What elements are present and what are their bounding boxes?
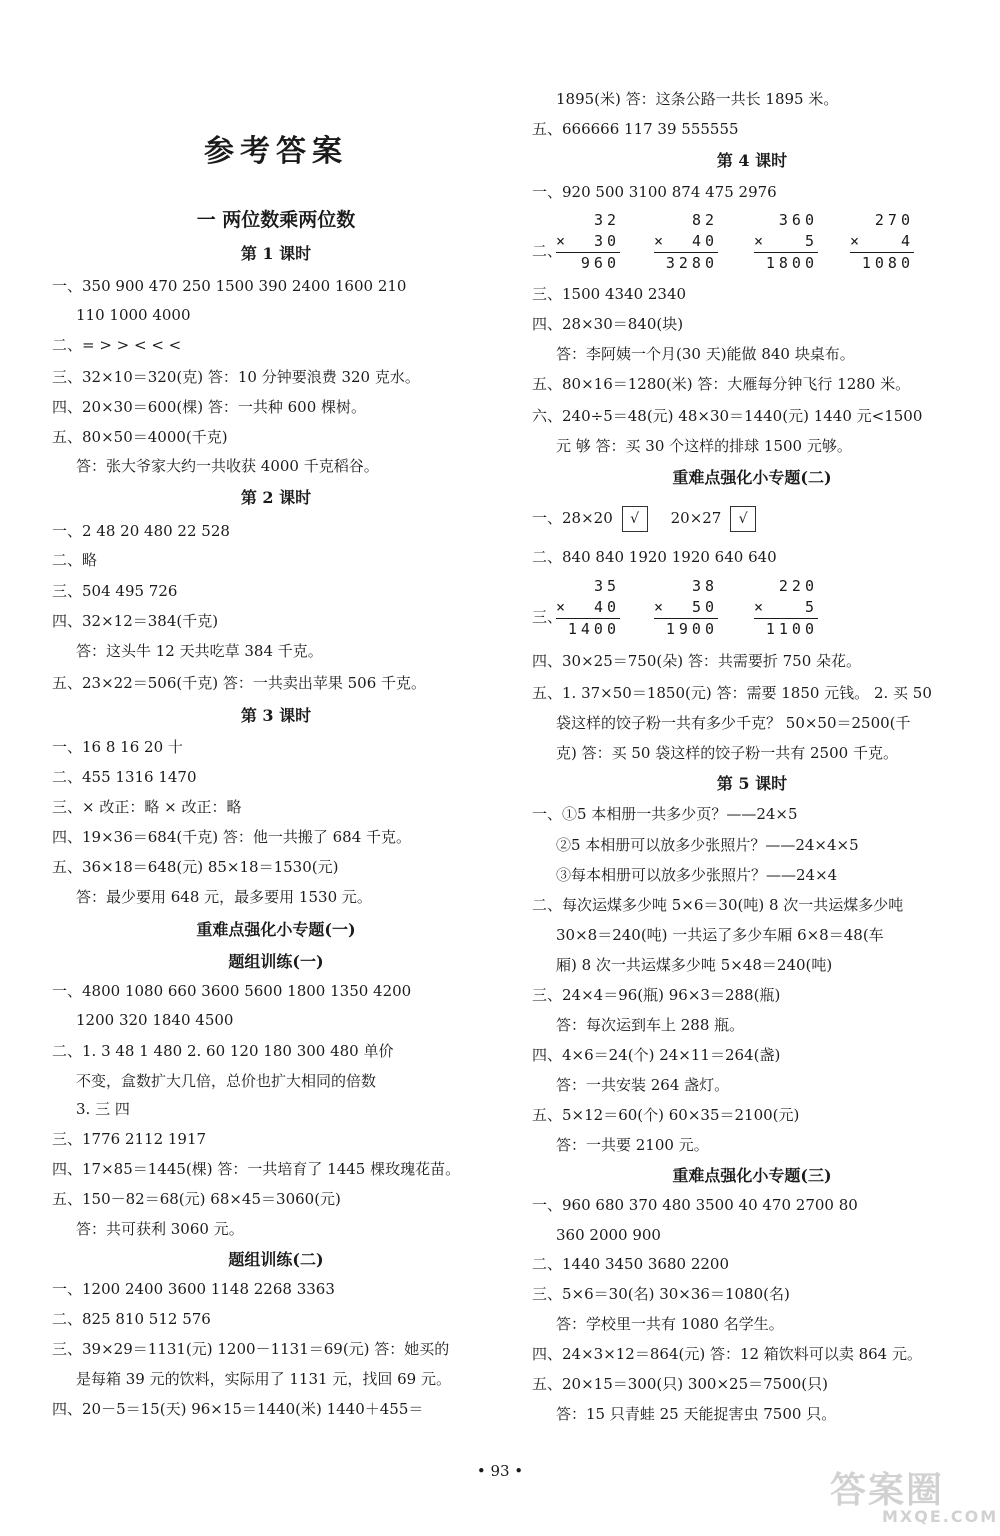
multiply-sign: × bbox=[556, 598, 566, 616]
multiplier: 4 bbox=[900, 232, 914, 250]
answer-line: 二、825 810 512 576 bbox=[52, 1310, 211, 1328]
section-heading: 第 3 课时 bbox=[240, 706, 312, 725]
answer-line: 三、504 495 726 bbox=[52, 582, 178, 600]
vertical-multiplication bbox=[556, 576, 620, 640]
page-number: • 93 • bbox=[476, 1462, 524, 1480]
answer-line: 四、30×25＝750(朵) 答：共需要折 750 朵花。 bbox=[532, 652, 862, 670]
multiplier-row bbox=[654, 231, 718, 253]
multiplier-row bbox=[556, 231, 620, 253]
answer-line: 360 2000 900 bbox=[556, 1226, 661, 1244]
answer-line: 答：15 只青蛙 25 天能捉害虫 7500 只。 bbox=[556, 1405, 837, 1423]
multiplier: 50 bbox=[691, 598, 718, 616]
multiplier: 5 bbox=[804, 598, 818, 616]
section-heading: 重难点强化小专题(二) bbox=[672, 468, 832, 487]
answer-line: 元 够 答：买 30 个这样的排球 1500 元够。 bbox=[556, 437, 852, 455]
answer-line: 四、17×85＝1445(棵) 答：一共培育了 1445 棵玫瑰花苗。 bbox=[52, 1160, 461, 1178]
answer-line: 答：这头牛 12 天共吃草 384 千克。 bbox=[76, 642, 323, 660]
answer-line: 一、4800 1080 660 3600 5600 1800 1350 4200 bbox=[52, 982, 412, 1000]
answer-line: 一、2 48 20 480 22 528 bbox=[52, 522, 230, 540]
multiply-sign: × bbox=[556, 232, 566, 250]
product: 1080 bbox=[861, 254, 914, 272]
answer-line: 答：最少要用 648 元，最多要用 1530 元。 bbox=[76, 888, 372, 906]
answer-line: 三、24×4＝96(瓶) 96×3＝288(瓶) bbox=[532, 986, 781, 1004]
answer-line: 二、略 bbox=[52, 551, 98, 569]
check-row bbox=[532, 506, 760, 532]
answer-line: 三、× 改正：略 × 改正：略 bbox=[52, 798, 242, 816]
multiplicand: 82 bbox=[691, 211, 718, 229]
section-heading: 题组训练(一) bbox=[228, 952, 324, 971]
multiply-sign: × bbox=[654, 598, 664, 616]
answer-line: 四、28×30＝840(块) bbox=[532, 315, 684, 333]
answer-line: 3. 三 四 bbox=[76, 1100, 130, 1118]
product: 1400 bbox=[567, 620, 620, 638]
answer-line: ③每本相册可以放多少张照片？——24×4 bbox=[556, 866, 838, 884]
answer-line: 1895(米) 答：这条公路一共长 1895 米。 bbox=[556, 90, 839, 108]
multiplicand: 32 bbox=[593, 211, 620, 229]
answer-line: 不变，盒数扩大几倍，总价也扩大相同的倍数 bbox=[76, 1072, 377, 1090]
multiply-sign: × bbox=[754, 598, 764, 616]
answer-line: 一、16 8 16 20 十 bbox=[52, 738, 183, 756]
answer-line: 一、1200 2400 3600 1148 2268 3363 bbox=[52, 1280, 335, 1298]
multiplier: 40 bbox=[593, 598, 620, 616]
answer-line: 是每箱 39 元的饮料，实际用了 1131 元，找回 69 元。 bbox=[76, 1370, 451, 1388]
answer-line: 答：共可获利 3060 元。 bbox=[76, 1220, 244, 1238]
answer-line: 答：每次运到车上 288 瓶。 bbox=[556, 1016, 745, 1034]
multiplier-row bbox=[850, 231, 914, 253]
vertical-multiplication bbox=[556, 210, 620, 274]
vertical-multiplication bbox=[654, 576, 718, 640]
answer-line: 30×8＝240(吨) 一共运了多少车厢 6×8＝48(车 bbox=[556, 926, 884, 944]
answer-line: 答：张大爷家大约一共收获 4000 千克稻谷。 bbox=[76, 457, 379, 475]
answer-line: 五、20×15＝300(只) 300×25＝7500(只) bbox=[532, 1375, 829, 1393]
answer-line: 1200 320 1840 4500 bbox=[76, 1011, 234, 1029]
product: 1100 bbox=[765, 620, 818, 638]
answer-line: 三、1500 4340 2340 bbox=[532, 285, 687, 303]
product: 1900 bbox=[665, 620, 718, 638]
answer-line: 五、150－82＝68(元) 68×45＝3060(元) bbox=[52, 1190, 341, 1208]
multiply-sign: × bbox=[850, 232, 860, 250]
product: 3280 bbox=[665, 254, 718, 272]
vertical-multiplication bbox=[850, 210, 914, 274]
answer-line: 四、24×3×12＝864(元) 答：12 箱饮料可以卖 864 元。 bbox=[532, 1345, 922, 1363]
section-heading: 一 两位数乘两位数 bbox=[196, 209, 356, 231]
answer-line: 二、1440 3450 3680 2200 bbox=[532, 1255, 729, 1273]
answer-line: 六、240÷5＝48(元) 48×30＝1440(元) 1440 元<1500 bbox=[532, 407, 923, 425]
answer-line: 五、80×50＝4000(千克) bbox=[52, 428, 228, 446]
answer-line: 四、20－5＝15(天) 96×15＝1440(米) 1440＋455＝ bbox=[52, 1400, 424, 1418]
answer-line: 一、①5 本相册一共多少页？——24×5 bbox=[532, 805, 798, 823]
multiplicand: 270 bbox=[874, 211, 914, 229]
multiplier-row bbox=[556, 597, 620, 619]
check-row-prefix: 一、28×20 bbox=[532, 509, 613, 527]
answer-line: 一、350 900 470 250 1500 390 2400 1600 210 bbox=[52, 277, 407, 295]
check-row-mid: 20×27 bbox=[670, 509, 722, 527]
multiplicand: 38 bbox=[691, 577, 718, 595]
answer-line: 五、5×12＝60(个) 60×35＝2100(元) bbox=[532, 1106, 800, 1124]
section-heading: 题组训练(二) bbox=[228, 1250, 324, 1269]
check-mark-icon: √ bbox=[730, 506, 756, 532]
answer-line: 二、840 840 1920 1920 640 640 bbox=[532, 548, 777, 566]
answer-line: 五、666666 117 39 555555 bbox=[532, 120, 739, 138]
section-heading: 第 4 课时 bbox=[716, 151, 788, 170]
answer-line: 五、80×16＝1280(米) 答：大雁每分钟飞行 1280 米。 bbox=[532, 375, 911, 393]
answer-line: 五、1. 37×50＝1850(元) 答：需要 1850 元钱。 2. 买 50 bbox=[532, 684, 932, 702]
section-heading: 重难点强化小专题(三) bbox=[672, 1166, 832, 1185]
vertical-multiplication bbox=[754, 576, 818, 640]
section-heading: 第 1 课时 bbox=[240, 244, 312, 263]
answer-line: 厢) 8 次一共运煤多少吨 5×48＝240(吨) bbox=[556, 956, 833, 974]
section-heading: 第 5 课时 bbox=[716, 774, 788, 793]
product: 1800 bbox=[765, 254, 818, 272]
multiply-sign: × bbox=[754, 232, 764, 250]
answer-line: 四、4×6＝24(个) 24×11＝264(盏) bbox=[532, 1046, 781, 1064]
vertical-multiplication bbox=[754, 210, 818, 274]
answer-line: 克) 答：买 50 袋这样的饺子粉一共有 2500 千克。 bbox=[556, 744, 898, 762]
answer-line: 五、23×22＝506(千克) 答：一共卖出苹果 506 千克。 bbox=[52, 674, 427, 692]
section-heading: 第 2 课时 bbox=[240, 488, 312, 507]
answer-line: 四、19×36＝684(千克) 答：他一共搬了 684 千克。 bbox=[52, 828, 412, 846]
answer-line: 三、39×29＝1131(元) 1200－1131＝69(元) 答：她买的 bbox=[52, 1340, 450, 1358]
answer-line: 四、32×12＝384(千克) bbox=[52, 612, 219, 630]
multiplier: 40 bbox=[691, 232, 718, 250]
answer-line: 三、1776 2112 1917 bbox=[52, 1130, 207, 1148]
answer-line: 一、960 680 370 480 3500 40 470 2700 80 bbox=[532, 1196, 858, 1214]
multiply-sign: × bbox=[654, 232, 664, 250]
multiplier: 5 bbox=[804, 232, 818, 250]
multiplier-row bbox=[654, 597, 718, 619]
vertical-multiplication bbox=[654, 210, 718, 274]
answer-line: 三、5×6＝30(名) 30×36＝1080(名) bbox=[532, 1285, 790, 1303]
answer-line: 三、 bbox=[532, 608, 563, 626]
answer-line: ②5 本相册可以放多少张照片？——24×4×5 bbox=[556, 836, 859, 854]
answer-line: 二、455 1316 1470 bbox=[52, 768, 197, 786]
section-heading: 参考答案 bbox=[204, 134, 348, 169]
answer-line: 二、= > > < < < bbox=[52, 336, 182, 354]
multiplier-row bbox=[754, 231, 818, 253]
answer-line: 二、 bbox=[532, 242, 563, 260]
check-mark-icon: √ bbox=[622, 506, 648, 532]
answer-line: 袋这样的饺子粉一共有多少千克？ 50×50＝2500(千 bbox=[556, 714, 911, 732]
multiplicand: 360 bbox=[778, 211, 818, 229]
multiplier-row bbox=[754, 597, 818, 619]
answer-line: 答：一共安装 264 盏灯。 bbox=[556, 1076, 730, 1094]
answer-line: 110 1000 4000 bbox=[76, 306, 191, 324]
multiplicand: 220 bbox=[778, 577, 818, 595]
answer-line: 二、1. 3 48 1 480 2. 60 120 180 300 480 单价 bbox=[52, 1042, 394, 1060]
multiplier: 30 bbox=[593, 232, 620, 250]
answer-line: 五、36×18＝648(元) 85×18＝1530(元) bbox=[52, 858, 339, 876]
answer-line: 一、920 500 3100 874 475 2976 bbox=[532, 183, 777, 201]
answer-line: 三、32×10＝320(克) 答：10 分钟要浪费 320 克水。 bbox=[52, 368, 420, 386]
multiplicand: 35 bbox=[593, 577, 620, 595]
section-heading: 重难点强化小专题(一) bbox=[196, 920, 356, 939]
product: 960 bbox=[580, 254, 620, 272]
answer-line: 答：一共要 2100 元。 bbox=[556, 1136, 709, 1154]
answer-line: 答：李阿姨一个月(30 天)能做 840 块桌布。 bbox=[556, 345, 855, 363]
answer-line: 答：学校里一共有 1080 名学生。 bbox=[556, 1315, 784, 1333]
answer-line: 二、每次运煤多少吨 5×6＝30(吨) 8 次一共运煤多少吨 bbox=[532, 896, 904, 914]
answer-line: 四、20×30＝600(棵) 答：一共种 600 棵树。 bbox=[52, 398, 367, 416]
watermark-logo: 答案圈 MXQE.COM bbox=[830, 1470, 999, 1526]
